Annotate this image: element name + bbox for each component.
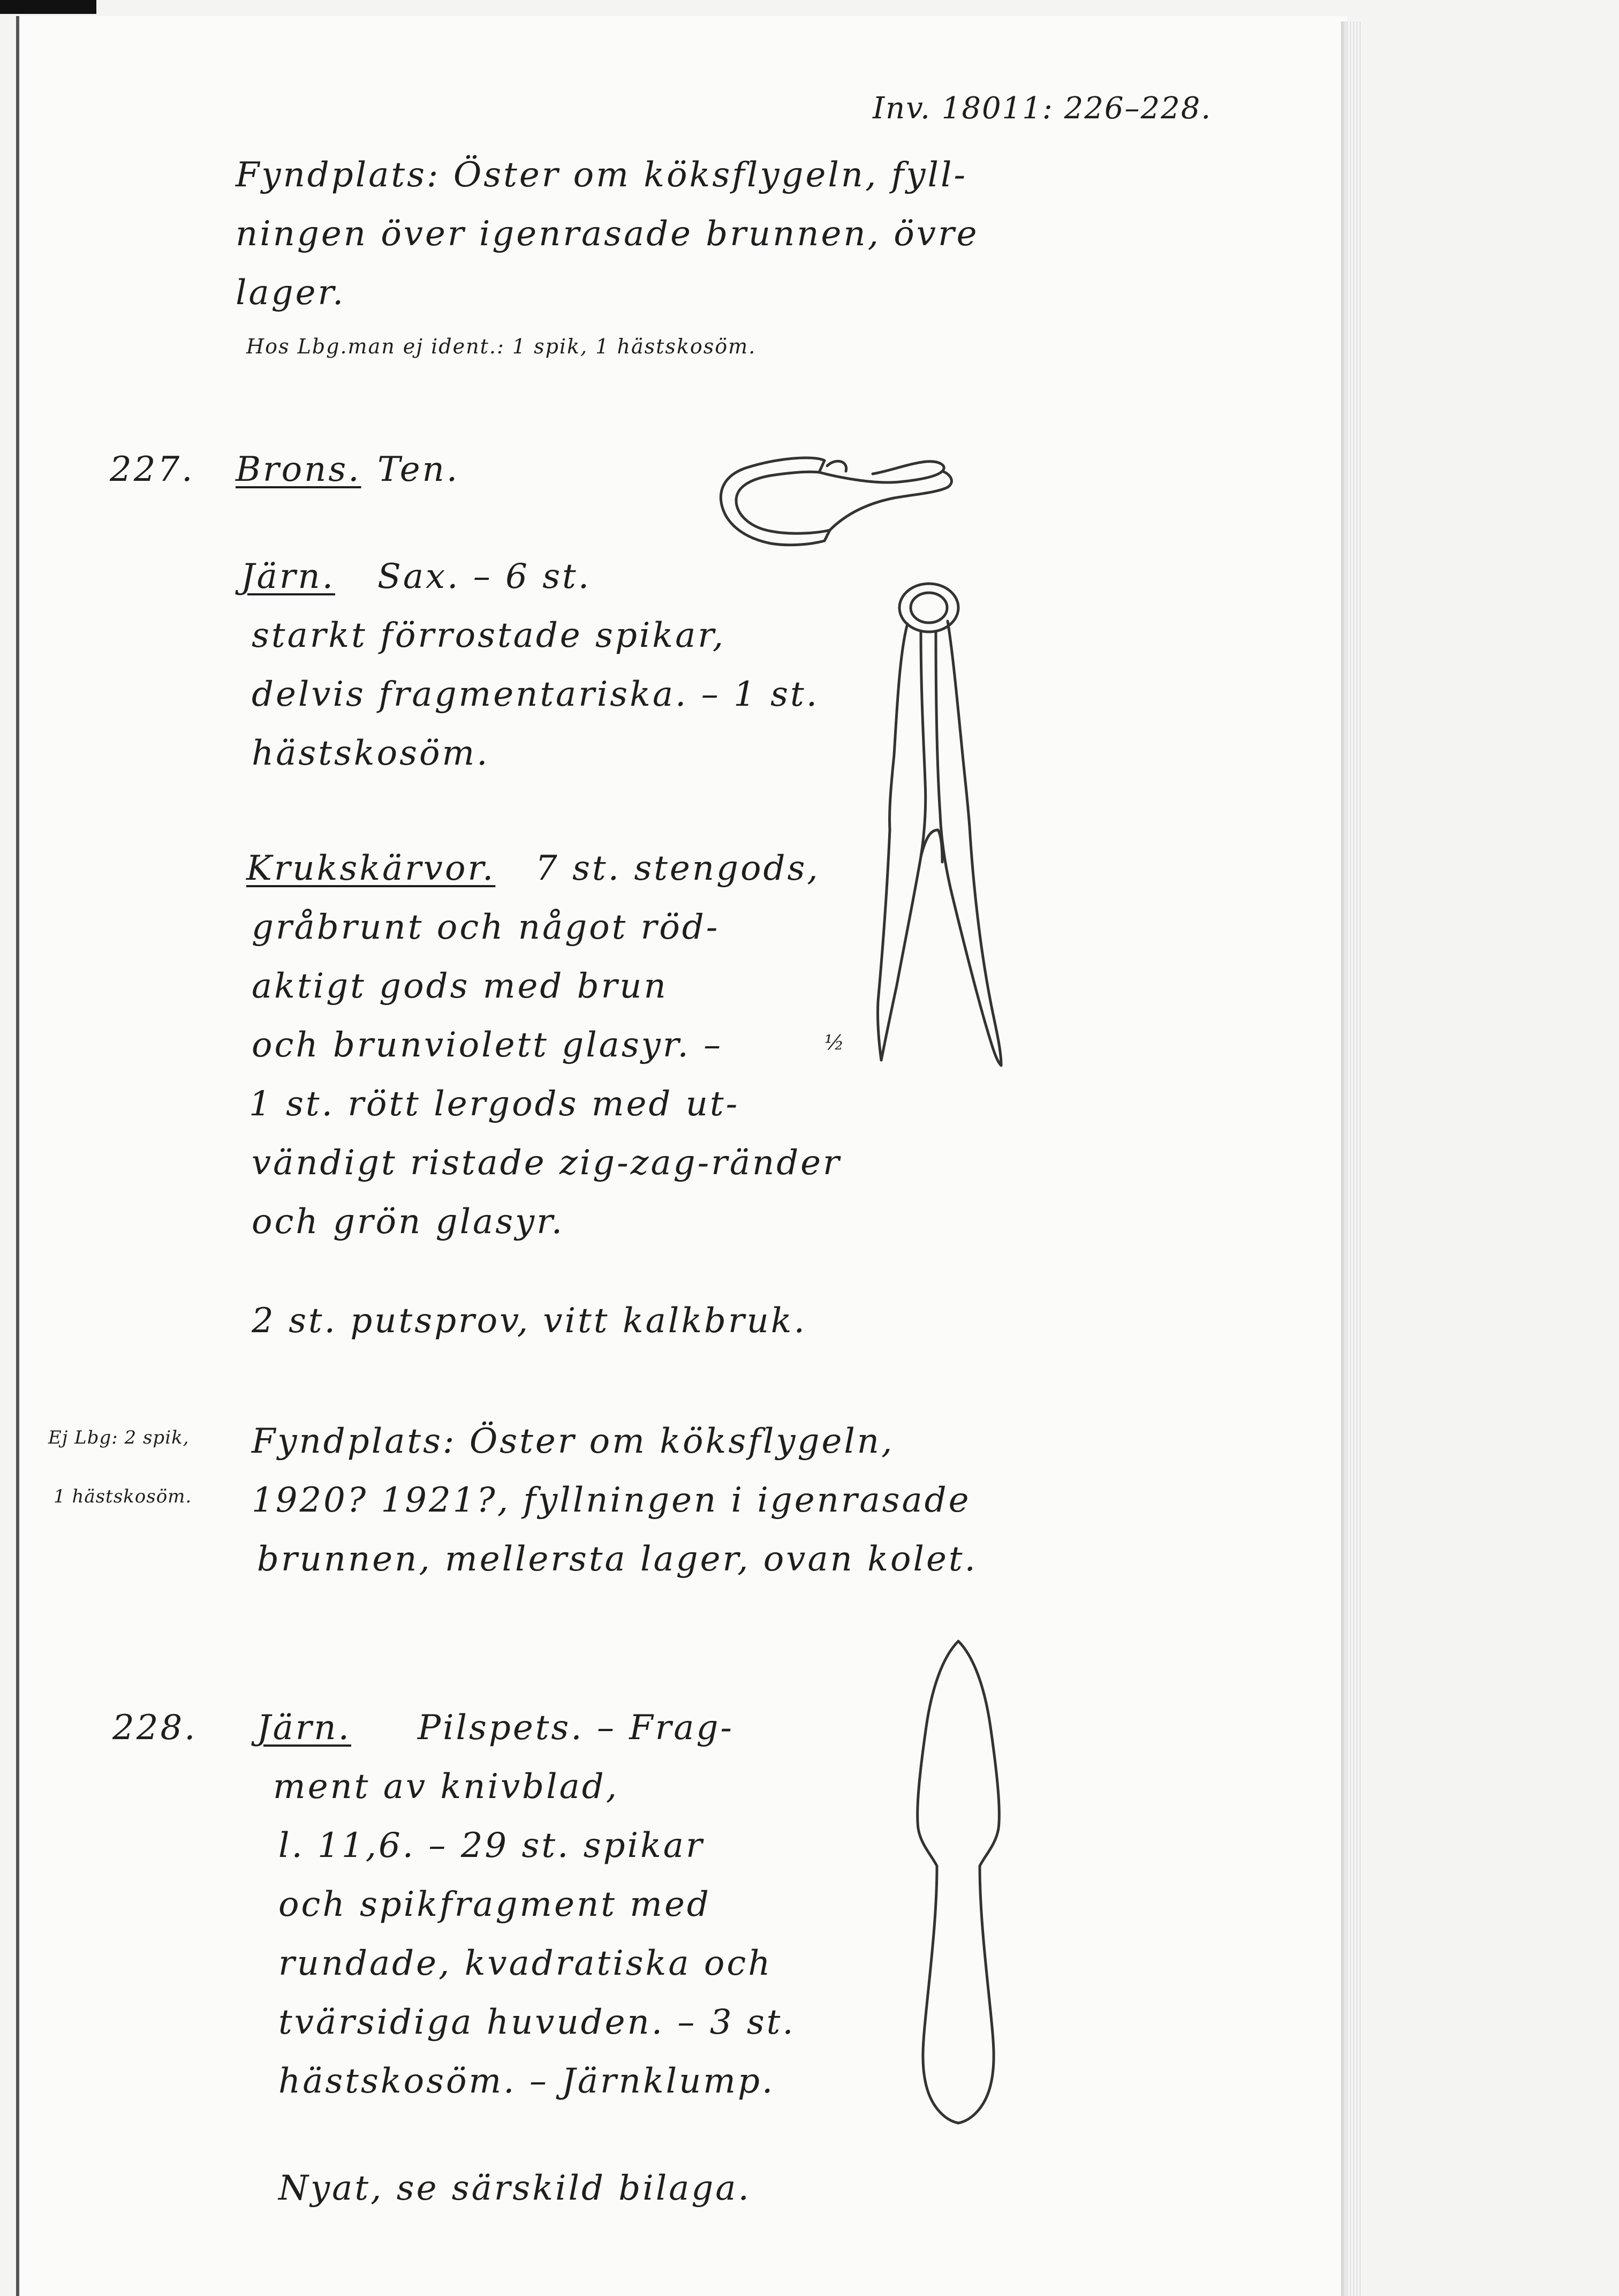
- entry-227-jarn-line-1: Sax. – 6 st.: [377, 557, 592, 596]
- ten-wire-sketch: [712, 444, 958, 562]
- entry-227-jarn-line-3: delvis fragmentariska. – 1 st.: [252, 675, 820, 714]
- scale-marker: ½: [824, 1031, 845, 1054]
- page-edges: [1346, 21, 1363, 2296]
- inventory-reference: Inv. 18011: 226–228.: [873, 91, 1212, 126]
- scissors-sketch: [867, 578, 1012, 1076]
- margin-note-line-2: 1 hästskosöm.: [54, 1486, 192, 1507]
- entry-227-jarn-line-2: starkt förrostade spikar,: [252, 616, 726, 655]
- entry-228-line-6: tvärsidiga huvuden. – 3 st.: [278, 2003, 796, 2042]
- entry-228-footer: Nyat, se särskild bilaga.: [278, 2169, 751, 2208]
- entry-228-line-4: och spikfragment med: [278, 1885, 711, 1924]
- entry-226-line-1: Fyndplats: Öster om köksflygeln, fyll-: [236, 155, 968, 195]
- entry-227-kruk-line-4: och brunviolett glasyr. –: [252, 1025, 723, 1065]
- margin-note-line-1: Ej Lbg: 2 spik,: [48, 1427, 190, 1448]
- entry-227-puts-line: 2 st. putsprov, vitt kalkbruk.: [252, 1301, 807, 1341]
- entry-227-kruk-line-2: gråbrunt och något röd-: [252, 908, 720, 947]
- entry-228-material: Järn.: [257, 1708, 351, 1748]
- entry-228-line-3: l. 11,6. – 29 st. spikar: [278, 1826, 705, 1865]
- entry-228-line-7: hästskosöm. – Järnklump.: [278, 2061, 775, 2101]
- entry-228-line-1: Pilspets. – Frag-: [418, 1708, 735, 1748]
- entry-227-fynd-line-3: brunnen, mellersta lager, ovan kolet.: [257, 1539, 978, 1579]
- scan-corner-mark: [0, 0, 96, 14]
- entry-227-brons-material: Brons.: [236, 450, 361, 489]
- entry-227-jarn-line-4: hästskosöm.: [252, 734, 490, 773]
- entry-226-line-2: ningen över igenrasade brunnen, övre: [236, 214, 979, 254]
- entry-227-fynd-line-1: Fyndplats: Öster om köksflygeln,: [252, 1422, 895, 1461]
- entry-227-jarn-material: Järn.: [241, 557, 335, 596]
- entry-227-brons-object: Ten.: [377, 450, 460, 489]
- entry-226-note: Hos Lbg.man ej ident.: 1 spik, 1 hästskosöm.: [246, 335, 756, 358]
- entry-228-line-5: rundade, kvadratiska och: [278, 1944, 773, 1983]
- entry-227-kruk-heading: Krukskärvor.: [246, 849, 496, 888]
- entry-227-kruk-line-7: och grön glasyr.: [252, 1202, 565, 1242]
- entry-228-number: 228.: [112, 1708, 198, 1748]
- arrowhead-sketch: [905, 1636, 1012, 2128]
- entry-228-line-2: ment av knivblad,: [273, 1767, 619, 1807]
- entry-227-kruk-line-5: 1 st. rött lergods med ut-: [249, 1084, 740, 1124]
- entry-227-kruk-line-6: vändigt ristade zig-zag-ränder: [252, 1143, 842, 1183]
- entry-226-line-3: lager.: [236, 273, 346, 313]
- entry-227-kruk-line-3: aktigt gods med brun: [252, 966, 668, 1006]
- entry-227-kruk-line-1: 7 st. stengods,: [535, 849, 820, 888]
- page-gutter: [1341, 21, 1346, 2296]
- entry-227-fynd-line-2: 1920? 1921?, fyllningen i igenrasade: [252, 1481, 971, 1520]
- entry-227-number: 227.: [110, 450, 195, 489]
